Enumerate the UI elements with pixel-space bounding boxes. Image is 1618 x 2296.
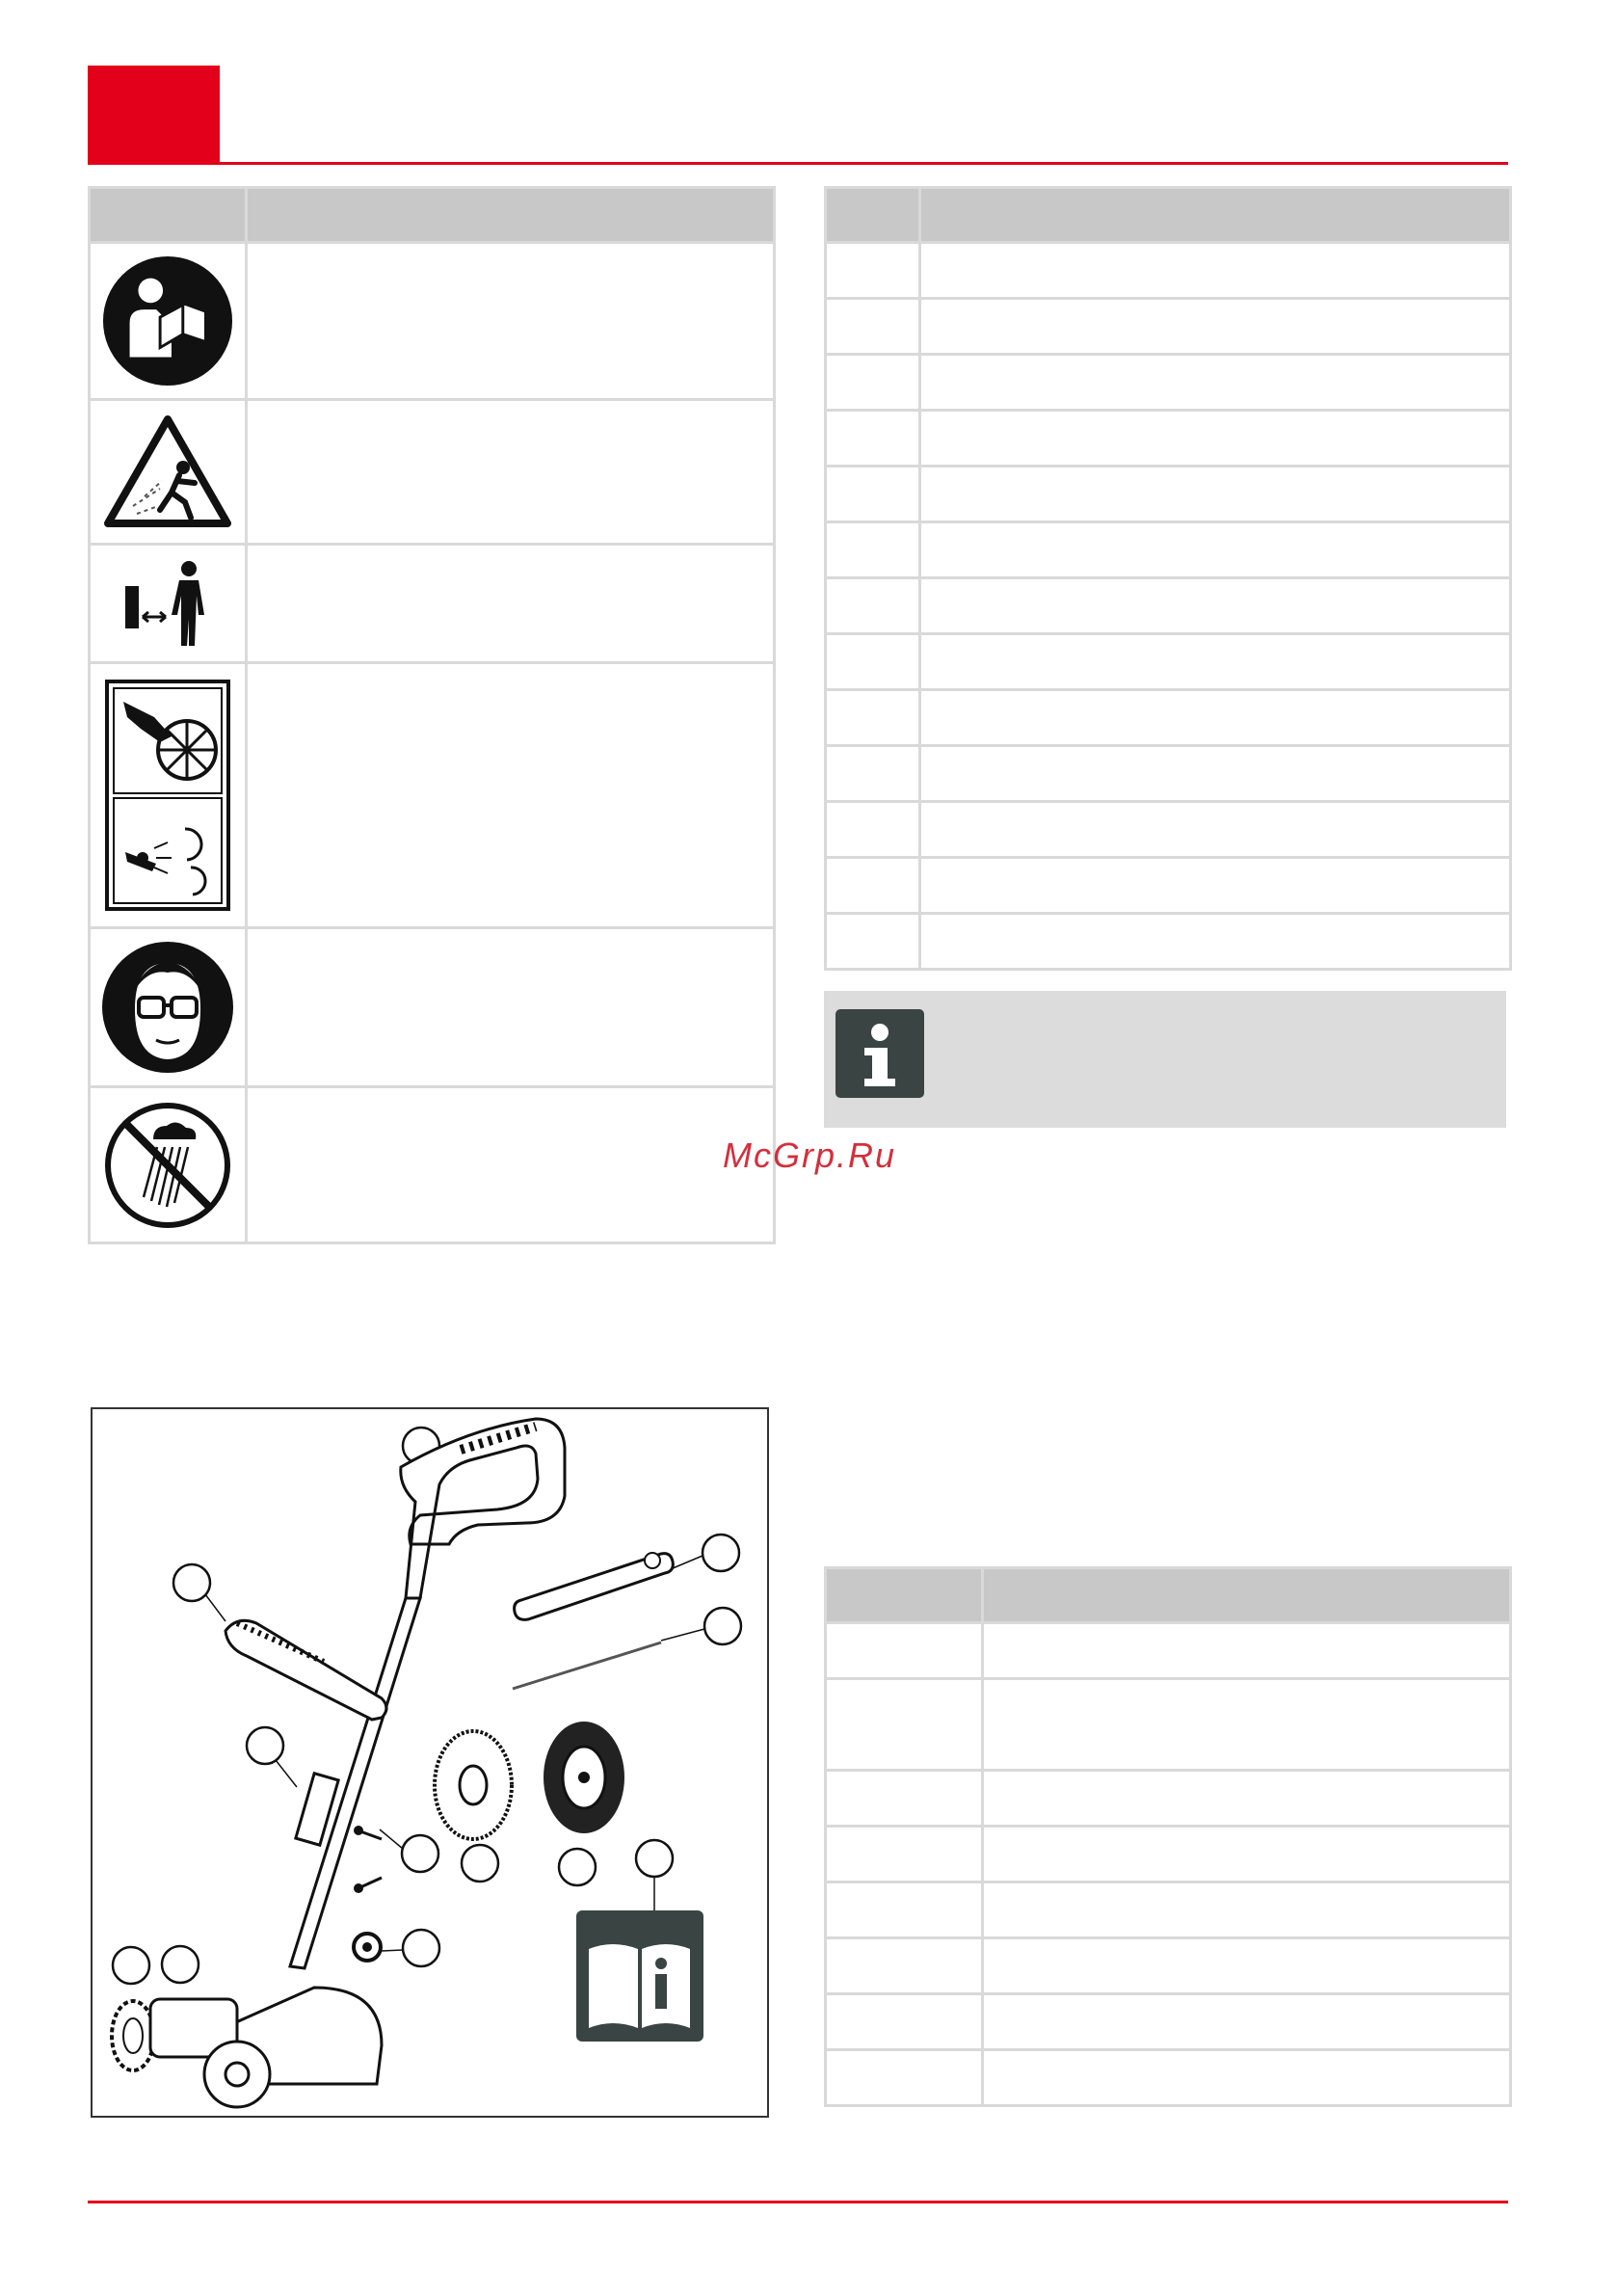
callout-circle [113,1947,149,1984]
table-row [826,634,1511,690]
table-row [826,299,1511,355]
table-row [826,1827,1511,1882]
table-row [826,2050,1511,2106]
table-row [826,522,1511,578]
table-row [826,243,1511,299]
symbols-table-header [90,188,775,243]
watermark: McGrp.Ru [723,1135,897,1175]
table-row [826,802,1511,858]
table-row [826,355,1511,411]
table-row [826,690,1511,746]
wear-goggles-icon [90,928,247,1087]
callout-circle [173,1564,210,1601]
callout-circle [162,1946,199,1983]
callout-circle [402,1835,438,1872]
callout-circle [636,1840,673,1877]
callout-circle [247,1727,283,1764]
table-row [826,858,1511,914]
callout-circle [704,1608,741,1644]
table-row [90,545,775,663]
manual-icon [576,1910,703,2042]
symbols-table [88,186,776,1244]
parts-table-bottom [824,1566,1512,2107]
table-row [826,467,1511,522]
parts-table-header [826,1568,1511,1623]
callout-circle [703,1535,739,1571]
table-row [826,1938,1511,1994]
table-row [826,1623,1511,1679]
parts-table-header [826,188,1511,243]
info-note-box [824,991,1506,1128]
callout-circle [403,1930,439,1966]
info-icon [836,1009,924,1098]
rotating-brush-warning-icon [90,663,247,928]
keep-distance-icon [90,545,247,663]
table-row [826,578,1511,634]
parts-table-top [824,186,1512,971]
product-parts-figure [91,1407,769,2118]
thrown-objects-warning-icon [90,400,247,545]
table-row [826,411,1511,467]
table-row [826,1994,1511,2050]
no-rain-icon [90,1087,247,1243]
footer-rule [88,2201,1508,2203]
read-manual-icon [90,243,247,400]
table-row [826,746,1511,802]
table-row [90,928,775,1087]
callout-circle [462,1845,498,1882]
table-row [826,914,1511,970]
header-red-block [88,66,220,162]
callout-circle [559,1849,596,1885]
table-row [90,243,775,400]
table-row [90,400,775,545]
table-row [826,1882,1511,1938]
table-row [90,663,775,928]
table-row [826,1771,1511,1827]
table-row [90,1087,775,1243]
table-row [826,1679,1511,1771]
header-rule [88,162,1508,165]
